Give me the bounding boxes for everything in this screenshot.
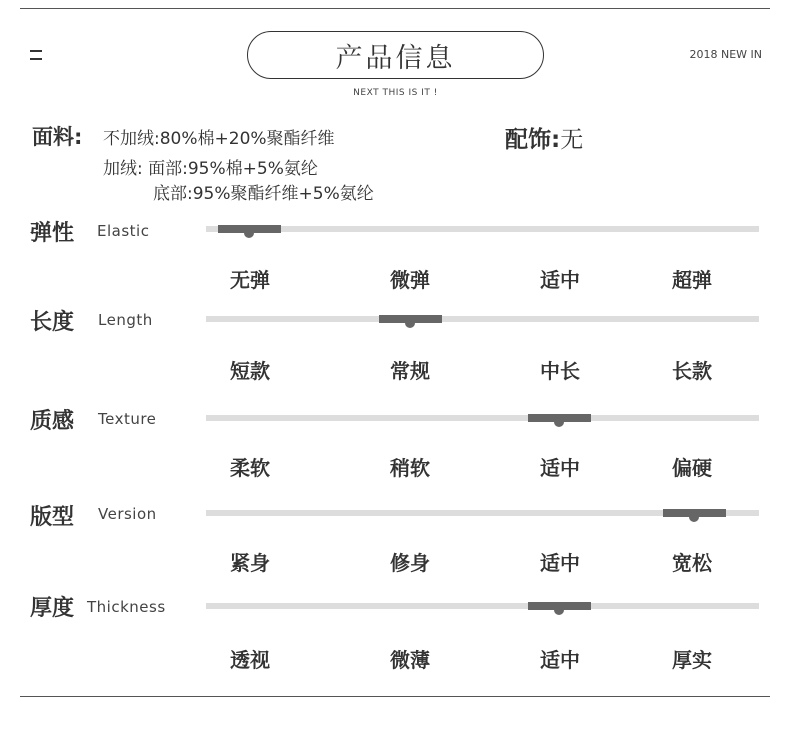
attribute-name: 弹性: [30, 221, 75, 246]
attribute-name: 长度: [30, 310, 75, 335]
top-divider: [20, 8, 770, 9]
scale-option: 厚实: [672, 648, 712, 672]
scale-option: 柔软: [230, 456, 270, 480]
attribute-name-en: Length: [98, 311, 153, 329]
page-subtitle: NEXT THIS IS IT !: [353, 88, 438, 98]
attribute-name: 厚度: [30, 596, 75, 621]
scale-track: [206, 316, 759, 322]
attribute-name: 质感: [30, 409, 75, 434]
fabric-line: 底部:95%聚酯纤维+5%氨纶: [153, 184, 374, 204]
scale-track: [206, 603, 759, 609]
scale-marker: [663, 509, 726, 517]
scale-option: 紧身: [230, 551, 270, 575]
scale-option: 短款: [230, 359, 270, 383]
scale-option: 中长: [540, 359, 580, 383]
scale-marker: [528, 414, 591, 422]
fabric-label: 面料:: [32, 125, 83, 149]
attribute-name: 版型: [30, 505, 75, 530]
attribute-name-en: Elastic: [97, 222, 150, 240]
scale-option: 长款: [672, 359, 712, 383]
scale-option: 微薄: [390, 648, 430, 672]
scale-option: 适中: [540, 456, 580, 480]
scale-option: 适中: [540, 648, 580, 672]
scale-option: 修身: [390, 551, 430, 575]
attribute-name-en: Version: [98, 505, 157, 523]
scale-option: 微弹: [390, 268, 430, 292]
scale-track: [206, 226, 759, 232]
attribute-name-en: Thickness: [87, 598, 166, 616]
scale-option: 透视: [230, 648, 270, 672]
year-tag: 2018 NEW IN: [689, 48, 762, 61]
scale-option: 稍软: [390, 456, 430, 480]
accessory-label: 配饰:: [505, 127, 561, 153]
accessory-value: 无: [560, 127, 584, 153]
scale-option: 常规: [390, 359, 430, 383]
accessory-info: [505, 121, 583, 154]
scale-option: 偏硬: [672, 456, 712, 480]
scale-option: 超弹: [672, 268, 712, 292]
scale-option: 适中: [540, 268, 580, 292]
fabric-line: 加绒: 面部:95%棉+5%氨纶: [103, 159, 318, 179]
scale-option: 宽松: [672, 551, 712, 575]
attribute-name-en: Texture: [98, 410, 157, 428]
menu-icon[interactable]: [30, 50, 42, 60]
scale-option: 无弹: [230, 268, 270, 292]
fabric-line: 不加绒:80%棉+20%聚酯纤维: [103, 129, 335, 149]
page-title: 产品信息: [247, 31, 544, 79]
scale-option: 适中: [540, 551, 580, 575]
scale-marker: [218, 225, 281, 233]
bottom-divider: [20, 696, 770, 697]
scale-track: [206, 415, 759, 421]
scale-marker: [528, 602, 591, 610]
scale-marker: [379, 315, 442, 323]
